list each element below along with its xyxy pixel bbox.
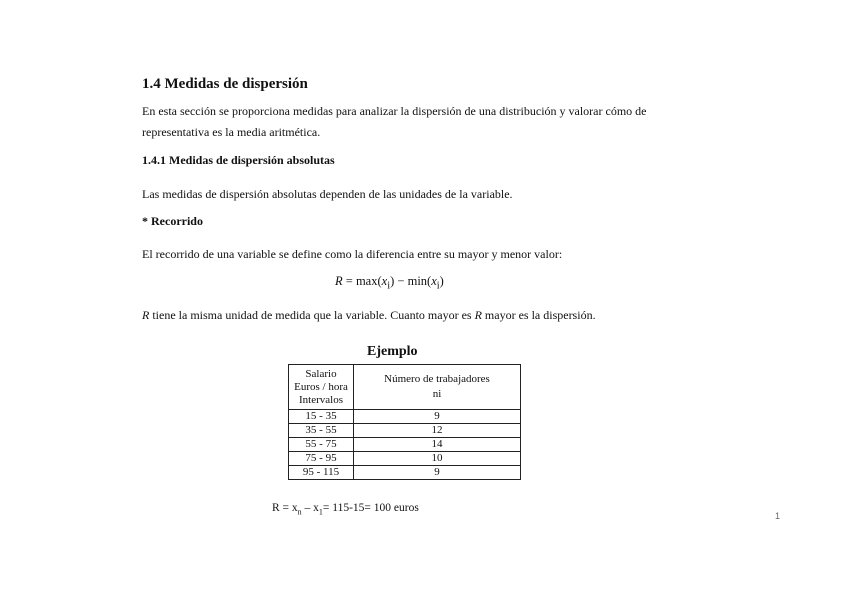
header-line: Salario <box>305 367 337 380</box>
formula-sub-2: i <box>436 280 440 292</box>
formula-max: max( <box>355 274 382 288</box>
formula-var-2: x <box>431 274 437 288</box>
section-title: 1.4 Medidas de dispersión <box>142 76 308 92</box>
formula-close-2: ) <box>439 274 444 288</box>
range-note <box>142 305 596 326</box>
formula-lhs: R <box>335 274 343 288</box>
formula-var: x <box>381 274 388 288</box>
note-text-2: mayor es la dispersión. <box>481 308 596 322</box>
table-row <box>289 424 521 438</box>
header-trabajadores <box>354 365 521 410</box>
table-row <box>289 438 521 452</box>
count-cell: 14 <box>354 438 521 452</box>
page-number: 1 <box>775 511 781 521</box>
interval-cell: 75 - 95 <box>289 452 354 466</box>
example-title: Ejemplo <box>367 344 418 359</box>
header-salario <box>289 365 354 410</box>
header-line: Número de trabajadores <box>384 373 490 385</box>
formula-close: ) <box>390 274 395 288</box>
recorrido-definition: El recorrido de una variable se define como la diferencia entre su mayor y menor valor: <box>142 247 563 261</box>
count-cell: 9 <box>354 466 521 480</box>
table-row <box>289 410 521 424</box>
interval-cell: 35 - 55 <box>289 424 354 438</box>
note-r1: R <box>142 308 150 322</box>
result-mid: – x <box>301 502 319 514</box>
subsection-paragraph: Las medidas de dispersión absolutas dependen de las unidades de la variable. <box>142 187 513 201</box>
table-header-row <box>289 365 521 410</box>
result-equation <box>272 502 419 516</box>
formula-min: min( <box>407 274 432 288</box>
subsection-title: 1.4.1 Medidas de dispersión absolutas <box>142 153 335 167</box>
interval-cell: 55 - 75 <box>289 438 354 452</box>
formula-sub: i <box>387 280 391 292</box>
range-formula <box>335 274 444 292</box>
count-cell: 10 <box>354 452 521 466</box>
result-lhs: R = x <box>272 502 298 514</box>
intro-paragraph: En esta sección se proporciona medidas para analizar la dispersión de una distribución y valorar cómo de representativa es la media aritmética. <box>142 104 647 139</box>
recorrido-heading: * Recorrido <box>142 214 203 228</box>
result-rhs: = 115-15= 100 euros <box>322 502 419 514</box>
result-sub-1: 1 <box>318 507 323 517</box>
table-row <box>289 466 521 480</box>
count-cell: 12 <box>354 424 521 438</box>
header-line: ni <box>432 388 442 400</box>
note-r2: R <box>474 308 482 322</box>
note-text-1: tiene la misma unidad de medida que la variable. Cuanto mayor es <box>149 308 475 322</box>
count-cell: 9 <box>354 410 521 424</box>
header-line: Intervalos <box>299 393 343 406</box>
formula-minus: − <box>394 274 408 288</box>
formula-eq: = <box>342 274 356 288</box>
result-sub-n: n <box>297 507 302 517</box>
example-table <box>288 364 521 480</box>
interval-cell: 15 - 35 <box>289 410 354 424</box>
table-row <box>289 452 521 466</box>
interval-cell: 95 - 115 <box>289 466 354 480</box>
header-line: Euros / hora <box>294 380 348 393</box>
